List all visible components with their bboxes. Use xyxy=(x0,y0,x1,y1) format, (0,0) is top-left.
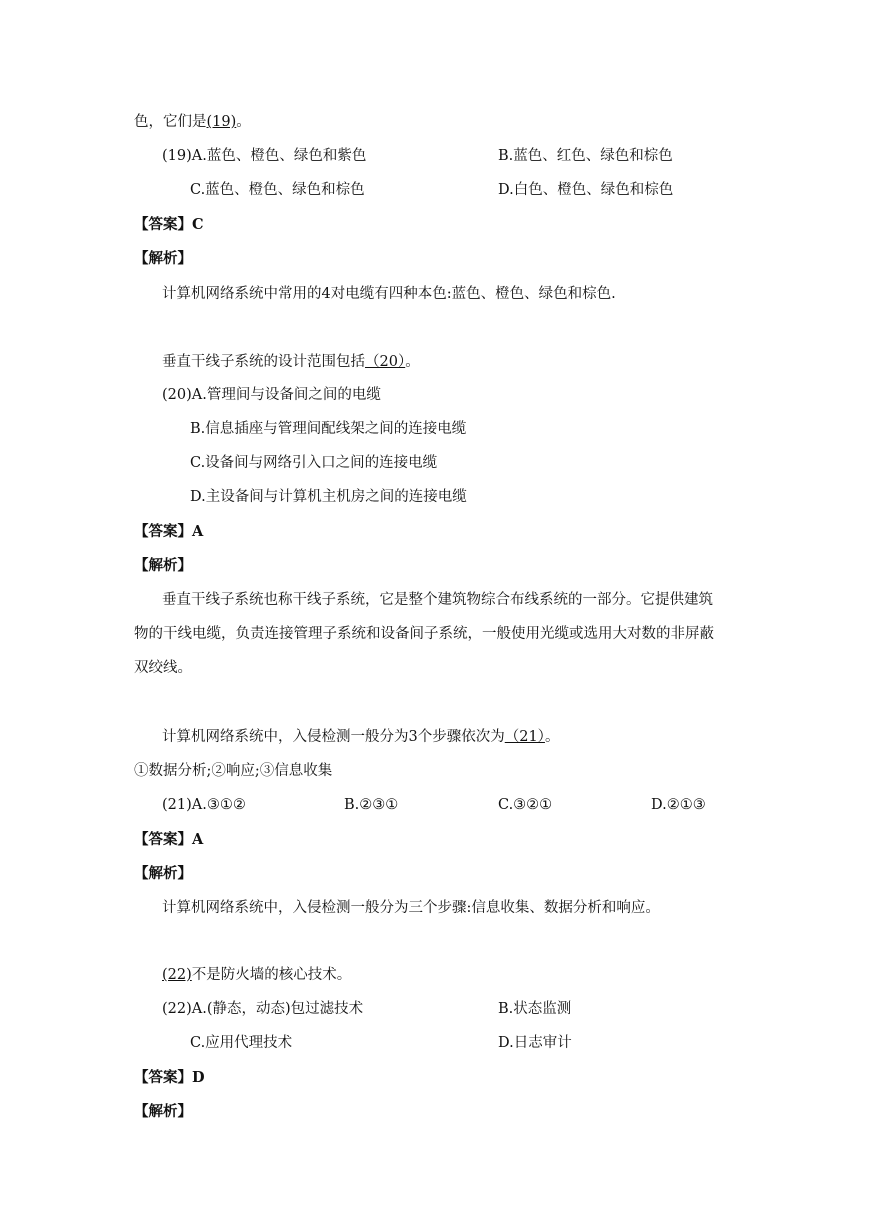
q22-option-a: (22)A.(静态，动态)包过滤技术 xyxy=(162,1001,364,1017)
q19-option-a: (19)A.蓝色、橙色、绿色和紫色 xyxy=(162,148,367,164)
q19-blank: (19) xyxy=(206,114,237,130)
q19-analysis-label: 【解析】 xyxy=(134,250,192,267)
q19-analysis: 计算机网络系统中常用的4对电缆有四种本色:蓝色、橙色、绿色和棕色. xyxy=(162,286,616,302)
q22-stem: (22)不是防火墙的核心技术。 xyxy=(162,967,352,983)
q20-blank: （20） xyxy=(365,354,406,370)
q19-stem: 色，它们是(19)。 xyxy=(134,114,251,130)
q22-option-c: C.应用代理技术 xyxy=(190,1035,293,1051)
q20-option-d: D.主设备间与计算机主机房之间的连接电缆 xyxy=(190,489,467,505)
q22-blank: (22) xyxy=(162,967,192,983)
q20-analysis-label: 【解析】 xyxy=(134,557,192,574)
q20-analysis-line-1: 垂直干线子系统也称干线子系统，它是整个建筑物综合布线系统的一部分。它提供建筑 xyxy=(162,592,713,608)
q20-analysis-line-3: 双绞线。 xyxy=(134,660,192,676)
q22-analysis-label: 【解析】 xyxy=(134,1103,192,1120)
q21-option-d: D.②①③ xyxy=(651,797,706,813)
q22-option-d: D.日志审计 xyxy=(498,1035,572,1051)
q20-answer: 【答案】A xyxy=(134,523,204,540)
q21-option-c: C.③②① xyxy=(498,797,553,813)
q21-analysis-label: 【解析】 xyxy=(134,865,192,882)
q19-option-c: C.蓝色、橙色、绿色和棕色 xyxy=(190,182,365,198)
q20-option-b: B.信息插座与管理间配线架之间的连接电缆 xyxy=(190,421,467,437)
q20-option-c: C.设备间与网络引入口之间的连接电缆 xyxy=(190,455,438,471)
q21-option-a: (21)A.③①② xyxy=(162,797,246,813)
q20-option-a: (20)A.管理间与设备间之间的电缆 xyxy=(162,387,381,403)
q21-analysis: 计算机网络系统中，入侵检测一般分为三个步骤:信息收集、数据分析和响应。 xyxy=(162,900,660,916)
q19-option-d: D.白色、橙色、绿色和棕色 xyxy=(498,182,674,198)
q21-stem: 计算机网络系统中，入侵检测一般分为3个步骤依次为（21）。 xyxy=(162,729,560,745)
q21-answer: 【答案】A xyxy=(134,831,204,848)
q19-option-b: B.蓝色、红色、绿色和棕色 xyxy=(498,148,673,164)
q21-option-b: B.②③① xyxy=(344,797,399,813)
q21-blank: （21） xyxy=(504,729,545,745)
q20-stem: 垂直干线子系统的设计范围包括（20）。 xyxy=(162,354,420,370)
q20-analysis-line-2: 物的干线电缆，负责连接管理子系统和设备间子系统，一般使用光缆或选用大对数的非屏蔽 xyxy=(134,626,714,642)
q22-option-b: B.状态监测 xyxy=(498,1001,572,1017)
q22-answer: 【答案】D xyxy=(134,1069,205,1086)
q21-steps: ①数据分析;②响应;③信息收集 xyxy=(134,763,333,779)
q19-answer: 【答案】C xyxy=(134,216,204,233)
